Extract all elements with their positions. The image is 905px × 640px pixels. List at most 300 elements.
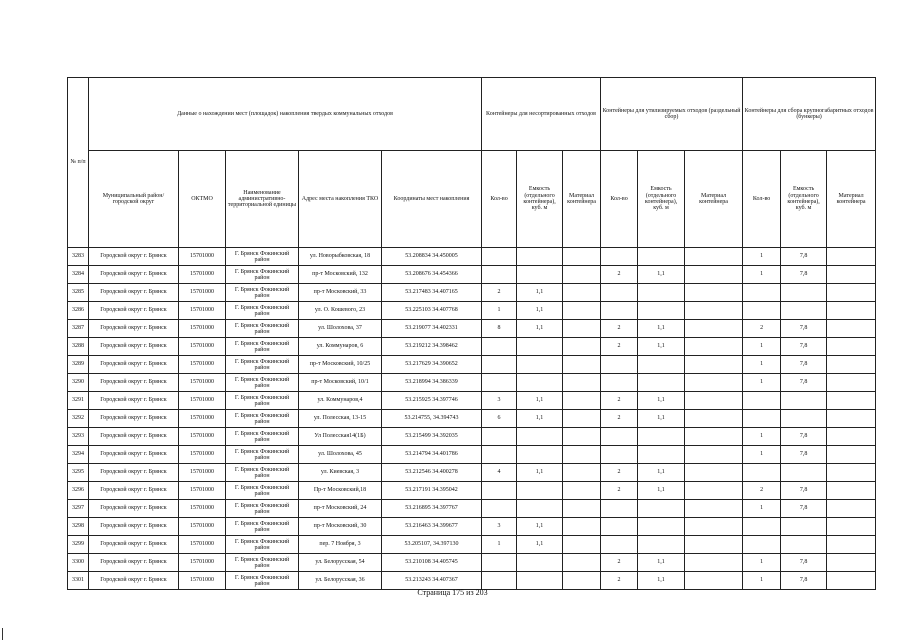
cell-oktmo: 15701000	[179, 356, 226, 374]
cell-unsorted-material	[563, 572, 601, 590]
cell-address: ул. Полесская, 13-15	[299, 410, 382, 428]
cell-sorted-material	[685, 554, 743, 572]
cell-row-number: 3300	[68, 554, 89, 572]
header-address: Адрес места накопления ТКО	[299, 151, 382, 248]
cell-bulky-capacity: 7,8	[781, 482, 827, 500]
cell-address: ул. Белорусская, 36	[299, 572, 382, 590]
table-row	[68, 428, 876, 446]
cell-unsorted-material	[563, 482, 601, 500]
table-row	[68, 446, 876, 464]
table-row	[68, 356, 876, 374]
table-row	[68, 284, 876, 302]
cell-unsorted-capacity: 1,1	[517, 392, 563, 410]
cell-sorted-capacity	[638, 446, 685, 464]
cell-oktmo: 15701000	[179, 374, 226, 392]
cell-coordinates: 53.219077 34.402331	[382, 320, 482, 338]
table-row	[68, 410, 876, 428]
cell-bulky-count	[743, 284, 781, 302]
cell-sorted-count: 2	[601, 392, 638, 410]
cell-unsorted-material	[563, 410, 601, 428]
cell-sorted-capacity	[638, 284, 685, 302]
cell-bulky-material	[827, 302, 876, 320]
cell-unsorted-capacity	[517, 482, 563, 500]
cell-bulky-count: 1	[743, 248, 781, 266]
cell-oktmo: 15701000	[179, 482, 226, 500]
cell-bulky-count: 1	[743, 374, 781, 392]
cell-unsorted-material	[563, 392, 601, 410]
cell-admin-unit: Г. Брянск Фокинский район	[226, 302, 299, 320]
cell-municipality: Городской округ г. Брянск	[89, 554, 179, 572]
cell-municipality: Городской округ г. Брянск	[89, 392, 179, 410]
cell-sorted-material	[685, 302, 743, 320]
cell-municipality: Городской округ г. Брянск	[89, 572, 179, 590]
cell-sorted-capacity: 1,1	[638, 572, 685, 590]
cell-municipality: Городской округ г. Брянск	[89, 320, 179, 338]
cell-address: Ул Полесская14(1Б)	[299, 428, 382, 446]
cell-unsorted-count: 4	[482, 464, 517, 482]
cell-sorted-material	[685, 320, 743, 338]
cell-admin-unit: Г. Брянск Фокинский район	[226, 248, 299, 266]
cell-oktmo: 15701000	[179, 500, 226, 518]
cell-address: пр-т Московский, 132	[299, 266, 382, 284]
header-sorted-count: Кол-во	[601, 151, 638, 248]
header-row-groups	[68, 78, 876, 151]
cell-unsorted-capacity: 1,1	[517, 464, 563, 482]
cell-coordinates: 53.219212 34.398462	[382, 338, 482, 356]
header-bulky-capacity: Емкость (отдельного контейнера), куб. м	[781, 151, 827, 248]
cell-sorted-count	[601, 284, 638, 302]
table-body	[68, 248, 876, 590]
cell-sorted-capacity	[638, 248, 685, 266]
table-row	[68, 392, 876, 410]
cell-coordinates: 53.216463 34.399677	[382, 518, 482, 536]
cell-bulky-material	[827, 554, 876, 572]
cell-bulky-count	[743, 464, 781, 482]
cell-bulky-count: 1	[743, 446, 781, 464]
cell-sorted-capacity	[638, 500, 685, 518]
cell-bulky-capacity	[781, 518, 827, 536]
cell-oktmo: 15701000	[179, 410, 226, 428]
cell-bulky-count: 1	[743, 266, 781, 284]
cell-coordinates: 53.208834 34.450005	[382, 248, 482, 266]
cell-row-number: 3296	[68, 482, 89, 500]
cell-unsorted-count	[482, 428, 517, 446]
cell-sorted-capacity: 1,1	[638, 338, 685, 356]
cell-bulky-capacity: 7,8	[781, 356, 827, 374]
header-group-main: Данные о нахождении мест (площадок) накопления твердых коммунальных отходов	[89, 78, 482, 151]
cell-address: ул. Коммунаров, 6	[299, 338, 382, 356]
cell-bulky-capacity: 7,8	[781, 248, 827, 266]
cell-row-number: 3291	[68, 392, 89, 410]
table-row	[68, 536, 876, 554]
cell-oktmo: 15701000	[179, 392, 226, 410]
header-group-sorted: Контейнеры для утилизируемых отходов (раздельный сбор)	[601, 78, 743, 151]
cell-bulky-material	[827, 518, 876, 536]
cell-sorted-count	[601, 446, 638, 464]
cell-unsorted-material	[563, 356, 601, 374]
cell-unsorted-capacity: 1,1	[517, 518, 563, 536]
cell-coordinates: 53.214794 34.401786	[382, 446, 482, 464]
cell-admin-unit: Г. Брянск Фокинский район	[226, 536, 299, 554]
cell-address: пр-т Московский, 10/1	[299, 374, 382, 392]
scan-edge-mark	[2, 628, 3, 640]
header-row-columns	[68, 151, 876, 248]
cell-oktmo: 15701000	[179, 428, 226, 446]
cell-sorted-material	[685, 572, 743, 590]
cell-municipality: Городской округ г. Брянск	[89, 266, 179, 284]
cell-bulky-count: 1	[743, 572, 781, 590]
header-oktmo: ОКТМО	[179, 151, 226, 248]
cell-sorted-count	[601, 500, 638, 518]
cell-coordinates: 53.215499 34.392035	[382, 428, 482, 446]
cell-admin-unit: Г. Брянск Фокинский район	[226, 266, 299, 284]
cell-bulky-count: 1	[743, 554, 781, 572]
cell-unsorted-count	[482, 482, 517, 500]
cell-unsorted-material	[563, 320, 601, 338]
cell-unsorted-material	[563, 500, 601, 518]
header-sorted-capacity: Емкость (отдельного контейнера), куб. м	[638, 151, 685, 248]
cell-sorted-count	[601, 302, 638, 320]
cell-coordinates: 53.205107, 34.397130	[382, 536, 482, 554]
cell-sorted-material	[685, 356, 743, 374]
cell-municipality: Городской округ г. Брянск	[89, 446, 179, 464]
cell-admin-unit: Г. Брянск Фокинский район	[226, 482, 299, 500]
cell-address: ул. О. Кошевого, 23	[299, 302, 382, 320]
cell-unsorted-count	[482, 554, 517, 572]
header-admin-unit: Наименование административно-территориальной единицы	[226, 151, 299, 248]
table-row	[68, 464, 876, 482]
cell-sorted-material	[685, 464, 743, 482]
cell-sorted-count	[601, 518, 638, 536]
cell-admin-unit: Г. Брянск Фокинский район	[226, 374, 299, 392]
cell-sorted-count	[601, 356, 638, 374]
cell-row-number: 3283	[68, 248, 89, 266]
cell-unsorted-count: 3	[482, 518, 517, 536]
cell-unsorted-count	[482, 446, 517, 464]
cell-admin-unit: Г. Брянск Фокинский район	[226, 518, 299, 536]
cell-sorted-capacity	[638, 374, 685, 392]
table-row	[68, 266, 876, 284]
cell-address: ул. Шолохова, 37	[299, 320, 382, 338]
cell-unsorted-count	[482, 500, 517, 518]
cell-coordinates: 53.217191 34.395042	[382, 482, 482, 500]
cell-bulky-material	[827, 338, 876, 356]
cell-sorted-material	[685, 392, 743, 410]
cell-admin-unit: Г. Брянск Фокинский район	[226, 446, 299, 464]
cell-unsorted-count: 1	[482, 302, 517, 320]
cell-admin-unit: Г. Брянск Фокинский район	[226, 284, 299, 302]
cell-address: пр-т Московский, 10/25	[299, 356, 382, 374]
cell-bulky-capacity: 7,8	[781, 572, 827, 590]
cell-unsorted-count	[482, 266, 517, 284]
cell-bulky-material	[827, 374, 876, 392]
cell-bulky-capacity	[781, 284, 827, 302]
cell-oktmo: 15701000	[179, 572, 226, 590]
cell-sorted-count: 2	[601, 410, 638, 428]
cell-admin-unit: Г. Брянск Фокинский район	[226, 572, 299, 590]
cell-coordinates: 53.212546 34.400278	[382, 464, 482, 482]
cell-coordinates: 53.208676 34.454366	[382, 266, 482, 284]
cell-bulky-material	[827, 392, 876, 410]
cell-oktmo: 15701000	[179, 464, 226, 482]
cell-bulky-material	[827, 500, 876, 518]
cell-bulky-capacity	[781, 464, 827, 482]
cell-municipality: Городской округ г. Брянск	[89, 536, 179, 554]
cell-municipality: Городской округ г. Брянск	[89, 284, 179, 302]
cell-admin-unit: Г. Брянск Фокинский район	[226, 428, 299, 446]
cell-row-number: 3288	[68, 338, 89, 356]
cell-sorted-material	[685, 284, 743, 302]
cell-sorted-capacity: 1,1	[638, 464, 685, 482]
cell-unsorted-count	[482, 248, 517, 266]
cell-coordinates: 53.218994 34.386339	[382, 374, 482, 392]
registry-sheet	[67, 77, 875, 590]
cell-sorted-material	[685, 518, 743, 536]
cell-bulky-count: 1	[743, 428, 781, 446]
cell-sorted-material	[685, 482, 743, 500]
cell-bulky-material	[827, 482, 876, 500]
cell-bulky-capacity	[781, 536, 827, 554]
cell-unsorted-count	[482, 374, 517, 392]
cell-municipality: Городской округ г. Брянск	[89, 428, 179, 446]
cell-sorted-material	[685, 374, 743, 392]
cell-oktmo: 15701000	[179, 536, 226, 554]
table-row	[68, 554, 876, 572]
cell-unsorted-capacity	[517, 356, 563, 374]
cell-sorted-capacity: 1,1	[638, 410, 685, 428]
cell-unsorted-capacity: 1,1	[517, 302, 563, 320]
cell-coordinates: 53.217483 34.407165	[382, 284, 482, 302]
cell-oktmo: 15701000	[179, 320, 226, 338]
cell-bulky-count: 2	[743, 320, 781, 338]
cell-unsorted-material	[563, 284, 601, 302]
cell-oktmo: 15701000	[179, 266, 226, 284]
cell-unsorted-count: 8	[482, 320, 517, 338]
header-num: № п/п	[68, 78, 89, 248]
cell-row-number: 3295	[68, 464, 89, 482]
cell-sorted-material	[685, 446, 743, 464]
cell-coordinates: 53.210108 34.405745	[382, 554, 482, 572]
cell-bulky-material	[827, 410, 876, 428]
cell-unsorted-capacity	[517, 266, 563, 284]
header-sorted-material: Материал контейнера	[685, 151, 743, 248]
cell-admin-unit: Г. Брянск Фокинский район	[226, 392, 299, 410]
cell-sorted-count	[601, 536, 638, 554]
cell-unsorted-count: 6	[482, 410, 517, 428]
cell-sorted-count: 2	[601, 554, 638, 572]
table-row	[68, 374, 876, 392]
cell-bulky-capacity: 7,8	[781, 428, 827, 446]
cell-municipality: Городской округ г. Брянск	[89, 482, 179, 500]
cell-unsorted-capacity	[517, 374, 563, 392]
cell-bulky-capacity	[781, 410, 827, 428]
cell-sorted-capacity: 1,1	[638, 266, 685, 284]
cell-bulky-material	[827, 464, 876, 482]
cell-admin-unit: Г. Брянск Фокинский район	[226, 500, 299, 518]
cell-unsorted-count	[482, 338, 517, 356]
cell-sorted-material	[685, 410, 743, 428]
cell-municipality: Городской округ г. Брянск	[89, 374, 179, 392]
cell-bulky-capacity: 7,8	[781, 446, 827, 464]
cell-bulky-count: 1	[743, 338, 781, 356]
cell-unsorted-material	[563, 428, 601, 446]
cell-bulky-material	[827, 428, 876, 446]
cell-sorted-material	[685, 428, 743, 446]
cell-sorted-capacity	[638, 428, 685, 446]
cell-bulky-material	[827, 356, 876, 374]
cell-address: пер. 7 Ноября, 3	[299, 536, 382, 554]
cell-address: пр-т Московский, 30	[299, 518, 382, 536]
cell-bulky-material	[827, 266, 876, 284]
cell-admin-unit: Г. Брянск Фокинский район	[226, 410, 299, 428]
table-row	[68, 482, 876, 500]
cell-unsorted-material	[563, 374, 601, 392]
cell-unsorted-count	[482, 572, 517, 590]
table-row	[68, 572, 876, 590]
cell-row-number: 3289	[68, 356, 89, 374]
table-row	[68, 338, 876, 356]
header-group-unsorted: Контейнеры для несортированных отходов	[482, 78, 601, 151]
cell-bulky-material	[827, 446, 876, 464]
cell-bulky-count	[743, 302, 781, 320]
cell-admin-unit: Г. Брянск Фокинский район	[226, 320, 299, 338]
cell-sorted-count: 2	[601, 482, 638, 500]
cell-row-number: 3293	[68, 428, 89, 446]
cell-row-number: 3297	[68, 500, 89, 518]
cell-row-number: 3287	[68, 320, 89, 338]
cell-bulky-capacity: 7,8	[781, 338, 827, 356]
cell-coordinates: 53.213243 34.407367	[382, 572, 482, 590]
cell-admin-unit: Г. Брянск Фокинский район	[226, 554, 299, 572]
cell-bulky-material	[827, 572, 876, 590]
table-row	[68, 320, 876, 338]
table-row	[68, 302, 876, 320]
page-number: Страница 175 из 203	[417, 588, 488, 597]
cell-sorted-count	[601, 374, 638, 392]
cell-row-number: 3285	[68, 284, 89, 302]
cell-unsorted-capacity: 1,1	[517, 536, 563, 554]
cell-sorted-capacity: 1,1	[638, 320, 685, 338]
cell-admin-unit: Г. Брянск Фокинский район	[226, 338, 299, 356]
table-row	[68, 518, 876, 536]
cell-coordinates: 53.215925 34.397746	[382, 392, 482, 410]
cell-unsorted-material	[563, 518, 601, 536]
cell-oktmo: 15701000	[179, 554, 226, 572]
cell-bulky-count: 1	[743, 500, 781, 518]
cell-unsorted-material	[563, 338, 601, 356]
cell-sorted-count: 2	[601, 266, 638, 284]
cell-bulky-capacity: 7,8	[781, 554, 827, 572]
cell-bulky-material	[827, 284, 876, 302]
waste-sites-table	[67, 77, 876, 590]
cell-municipality: Городской округ г. Брянск	[89, 518, 179, 536]
header-unsorted-capacity: Емкость (отдельного контейнера), куб. м	[517, 151, 563, 248]
cell-unsorted-capacity	[517, 500, 563, 518]
table-row	[68, 248, 876, 266]
cell-unsorted-capacity: 1,1	[517, 320, 563, 338]
cell-row-number: 3299	[68, 536, 89, 554]
header-coords: Координаты мест накопления	[382, 151, 482, 248]
cell-bulky-count	[743, 392, 781, 410]
cell-sorted-capacity: 1,1	[638, 392, 685, 410]
cell-row-number: 3301	[68, 572, 89, 590]
cell-oktmo: 15701000	[179, 338, 226, 356]
cell-unsorted-material	[563, 266, 601, 284]
cell-sorted-count: 2	[601, 338, 638, 356]
cell-row-number: 3284	[68, 266, 89, 284]
cell-sorted-material	[685, 248, 743, 266]
cell-sorted-material	[685, 500, 743, 518]
cell-oktmo: 15701000	[179, 302, 226, 320]
cell-municipality: Городской округ г. Брянск	[89, 500, 179, 518]
cell-address: ул. Шолохова, 45	[299, 446, 382, 464]
cell-sorted-count: 2	[601, 320, 638, 338]
cell-unsorted-material	[563, 554, 601, 572]
cell-unsorted-material	[563, 536, 601, 554]
cell-address: пр-т Московский, 33	[299, 284, 382, 302]
cell-address: пр-т Московский, 24	[299, 500, 382, 518]
cell-bulky-count	[743, 536, 781, 554]
cell-address: ул. Киевская, 3	[299, 464, 382, 482]
cell-bulky-count	[743, 518, 781, 536]
cell-sorted-capacity	[638, 518, 685, 536]
cell-sorted-capacity: 1,1	[638, 482, 685, 500]
cell-coordinates: 53.225103 34.407768	[382, 302, 482, 320]
cell-unsorted-capacity	[517, 554, 563, 572]
cell-unsorted-count: 2	[482, 284, 517, 302]
header-municipality: Муниципальный район/городской округ	[89, 151, 179, 248]
cell-bulky-count: 1	[743, 356, 781, 374]
cell-municipality: Городской округ г. Брянск	[89, 410, 179, 428]
cell-oktmo: 15701000	[179, 284, 226, 302]
header-unsorted-count: Кол-во	[482, 151, 517, 248]
cell-admin-unit: Г. Брянск Фокинский район	[226, 464, 299, 482]
header-bulky-count: Кол-во	[743, 151, 781, 248]
cell-unsorted-capacity	[517, 428, 563, 446]
cell-oktmo: 15701000	[179, 248, 226, 266]
cell-unsorted-count: 1	[482, 536, 517, 554]
cell-coordinates: 53.217629 34.390652	[382, 356, 482, 374]
cell-address: Пр-т Московский,18	[299, 482, 382, 500]
cell-unsorted-capacity: 1,1	[517, 410, 563, 428]
cell-unsorted-material	[563, 248, 601, 266]
cell-coordinates: 53.214755, 34.394743	[382, 410, 482, 428]
cell-unsorted-material	[563, 446, 601, 464]
cell-sorted-capacity	[638, 536, 685, 554]
cell-sorted-material	[685, 338, 743, 356]
cell-sorted-material	[685, 536, 743, 554]
cell-bulky-capacity: 7,8	[781, 266, 827, 284]
cell-row-number: 3294	[68, 446, 89, 464]
cell-bulky-capacity: 7,8	[781, 320, 827, 338]
cell-bulky-capacity: 7,8	[781, 374, 827, 392]
cell-oktmo: 15701000	[179, 518, 226, 536]
cell-address: ул. Новорыбковская, 18	[299, 248, 382, 266]
cell-sorted-count	[601, 248, 638, 266]
cell-sorted-material	[685, 266, 743, 284]
cell-municipality: Городской округ г. Брянск	[89, 302, 179, 320]
cell-bulky-count: 2	[743, 482, 781, 500]
cell-address: ул. Коммунаров,4	[299, 392, 382, 410]
header-unsorted-material: Материал контейнера	[563, 151, 601, 248]
table-row	[68, 500, 876, 518]
cell-municipality: Городской округ г. Брянск	[89, 356, 179, 374]
cell-bulky-capacity	[781, 302, 827, 320]
cell-sorted-capacity	[638, 356, 685, 374]
header-group-bulky: Контейнеры для сбора крупногабаритных отходов (бункеры)	[743, 78, 876, 151]
cell-municipality: Городской округ г. Брянск	[89, 338, 179, 356]
cell-bulky-capacity: 7,8	[781, 500, 827, 518]
